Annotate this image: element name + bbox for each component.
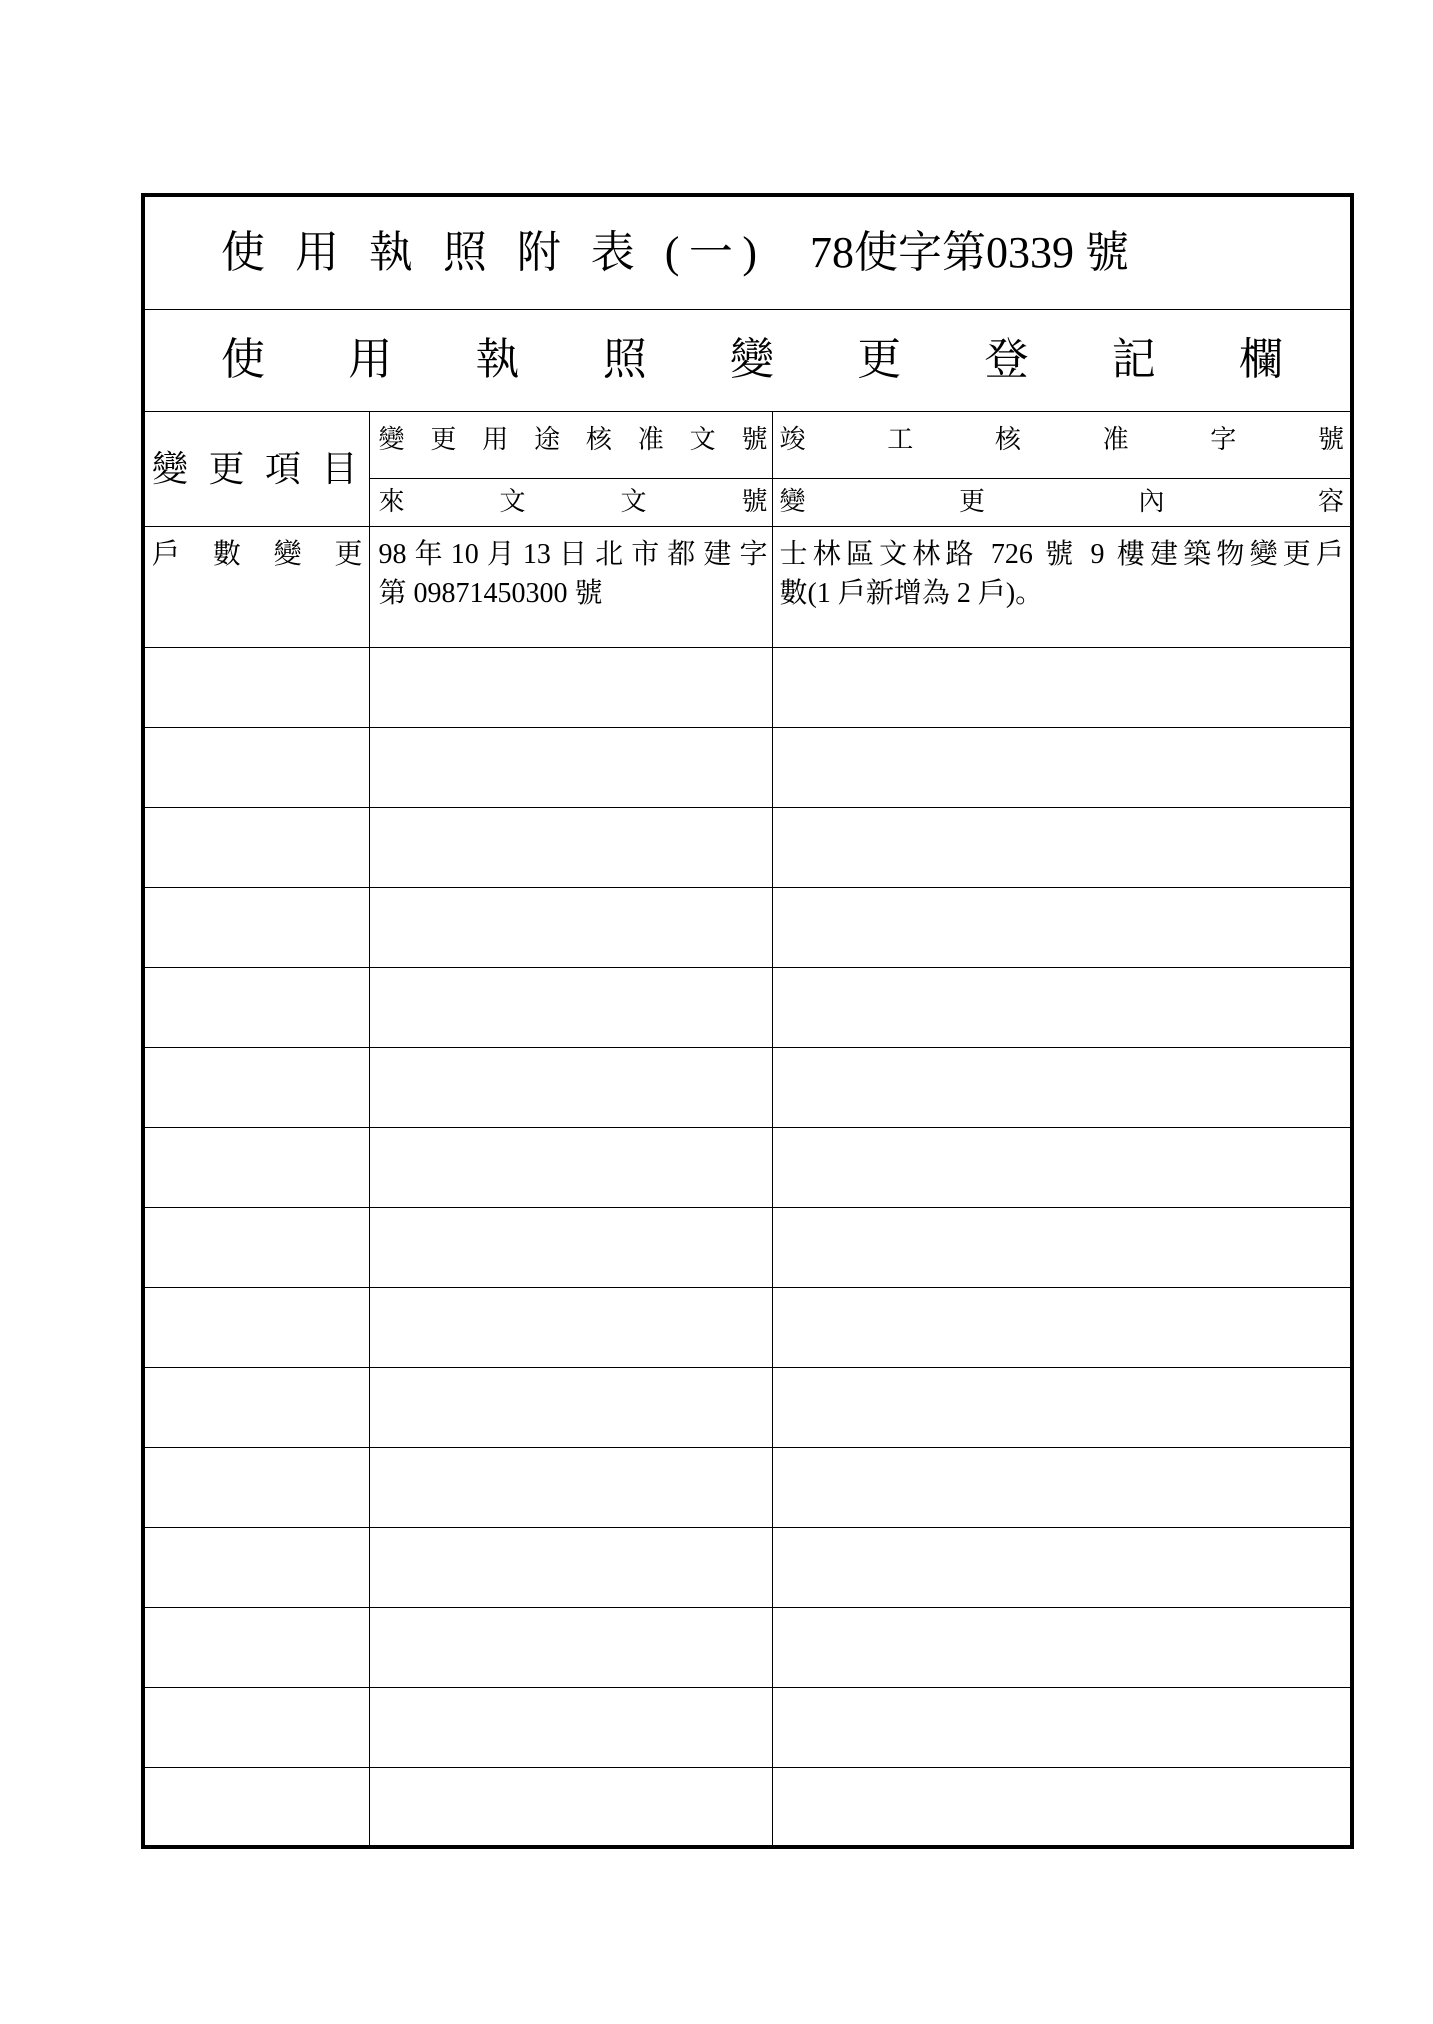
table-row bbox=[145, 887, 1350, 967]
empty-cell[interactable] bbox=[145, 1687, 369, 1767]
empty-cell[interactable] bbox=[772, 1767, 1350, 1845]
license-change-form bbox=[141, 193, 1354, 1849]
table-row bbox=[145, 1127, 1350, 1207]
empty-cell[interactable] bbox=[369, 1607, 772, 1687]
header-incoming-doc-cell bbox=[369, 478, 772, 526]
registration-table bbox=[145, 197, 1350, 1845]
empty-cell[interactable] bbox=[772, 1527, 1350, 1607]
empty-cell[interactable] bbox=[772, 1367, 1350, 1447]
table-row bbox=[145, 1447, 1350, 1527]
header-completion-cell bbox=[772, 411, 1350, 478]
empty-cell[interactable] bbox=[369, 1047, 772, 1127]
form-subtitle: 使 用 執 照 變 更 登 記 欄 bbox=[221, 335, 1283, 384]
empty-cell[interactable] bbox=[772, 1687, 1350, 1767]
table-row bbox=[145, 727, 1350, 807]
empty-cell[interactable] bbox=[772, 967, 1350, 1047]
form-title: 使 用 執 照 附 表 (一) bbox=[221, 227, 757, 277]
empty-cell[interactable] bbox=[772, 1287, 1350, 1367]
empty-cell[interactable] bbox=[772, 1127, 1350, 1207]
empty-cell[interactable] bbox=[145, 1527, 369, 1607]
empty-cell[interactable] bbox=[772, 887, 1350, 967]
empty-cell[interactable] bbox=[145, 1607, 369, 1687]
empty-cell[interactable] bbox=[145, 1287, 369, 1367]
title-row bbox=[145, 197, 1350, 309]
subtitle-cell bbox=[145, 309, 1350, 411]
doc-no-line-1: 98年10月13日北市都建字 bbox=[378, 538, 768, 570]
doc-no-line-2: 第 09871450300 號 bbox=[378, 577, 603, 609]
change-item-cell bbox=[145, 526, 369, 647]
table-row bbox=[145, 807, 1350, 887]
table-row bbox=[145, 1047, 1350, 1127]
change-content-cell bbox=[772, 526, 1350, 647]
subtitle-row bbox=[145, 309, 1350, 411]
empty-cell[interactable] bbox=[145, 1447, 369, 1527]
table-row bbox=[145, 1207, 1350, 1287]
empty-cell[interactable] bbox=[145, 1367, 369, 1447]
empty-cell[interactable] bbox=[369, 1367, 772, 1447]
empty-cell[interactable] bbox=[145, 647, 369, 727]
header-approval-doc-no: 變 更 用 途 核 准 文 號 bbox=[378, 424, 768, 454]
empty-cell[interactable] bbox=[369, 807, 772, 887]
empty-cell[interactable] bbox=[369, 967, 772, 1047]
empty-cell[interactable] bbox=[145, 1207, 369, 1287]
empty-cell[interactable] bbox=[369, 647, 772, 727]
empty-cell[interactable] bbox=[369, 1127, 772, 1207]
empty-cell[interactable] bbox=[772, 1447, 1350, 1527]
table-row bbox=[145, 1767, 1350, 1845]
empty-cell[interactable] bbox=[369, 887, 772, 967]
table-row bbox=[145, 1687, 1350, 1767]
empty-cell[interactable] bbox=[369, 1687, 772, 1767]
header-change-item: 變 更 項 目 bbox=[152, 448, 358, 489]
table-row bbox=[145, 1287, 1350, 1367]
change-content-line-1: 士林區文林路 726 號 9 樓建築物變更戶 bbox=[779, 538, 1344, 570]
empty-cell[interactable] bbox=[145, 1047, 369, 1127]
table-row bbox=[145, 526, 1350, 647]
header-row-1 bbox=[145, 411, 1350, 478]
empty-cell[interactable] bbox=[145, 1127, 369, 1207]
header-incoming-doc-no: 來 文 文 號 bbox=[378, 487, 768, 516]
empty-cell[interactable] bbox=[145, 1767, 369, 1845]
header-change-content: 變 更 內 容 bbox=[779, 487, 1344, 516]
empty-cell[interactable] bbox=[145, 887, 369, 967]
license-number: 78使字第0339 號 bbox=[810, 227, 1129, 277]
header-change-item-cell bbox=[145, 411, 369, 526]
empty-cell[interactable] bbox=[145, 807, 369, 887]
empty-cell[interactable] bbox=[369, 1767, 772, 1845]
empty-cell[interactable] bbox=[369, 1447, 772, 1527]
header-change-content-cell bbox=[772, 478, 1350, 526]
table-row bbox=[145, 1367, 1350, 1447]
doc-no-cell bbox=[369, 526, 772, 647]
empty-cell[interactable] bbox=[145, 727, 369, 807]
table-row bbox=[145, 1527, 1350, 1607]
empty-cell[interactable] bbox=[369, 727, 772, 807]
title-cell bbox=[145, 197, 1350, 309]
table-row bbox=[145, 967, 1350, 1047]
empty-cell[interactable] bbox=[772, 727, 1350, 807]
empty-cell[interactable] bbox=[369, 1207, 772, 1287]
empty-cell[interactable] bbox=[772, 647, 1350, 727]
empty-cell[interactable] bbox=[369, 1287, 772, 1367]
table-row bbox=[145, 1607, 1350, 1687]
empty-cell[interactable] bbox=[772, 1047, 1350, 1127]
change-item: 戶 數 變 更 bbox=[152, 538, 363, 570]
empty-cell[interactable] bbox=[145, 967, 369, 1047]
table-row bbox=[145, 647, 1350, 727]
change-content-line-2: 數(1 戶新增為 2 戶)。 bbox=[779, 577, 1044, 609]
empty-cell[interactable] bbox=[772, 1207, 1350, 1287]
empty-cell[interactable] bbox=[369, 1527, 772, 1607]
empty-cell[interactable] bbox=[772, 807, 1350, 887]
empty-cell[interactable] bbox=[772, 1607, 1350, 1687]
header-approval-doc-cell bbox=[369, 411, 772, 478]
header-completion-no: 竣 工 核 准 字 號 bbox=[779, 424, 1344, 454]
